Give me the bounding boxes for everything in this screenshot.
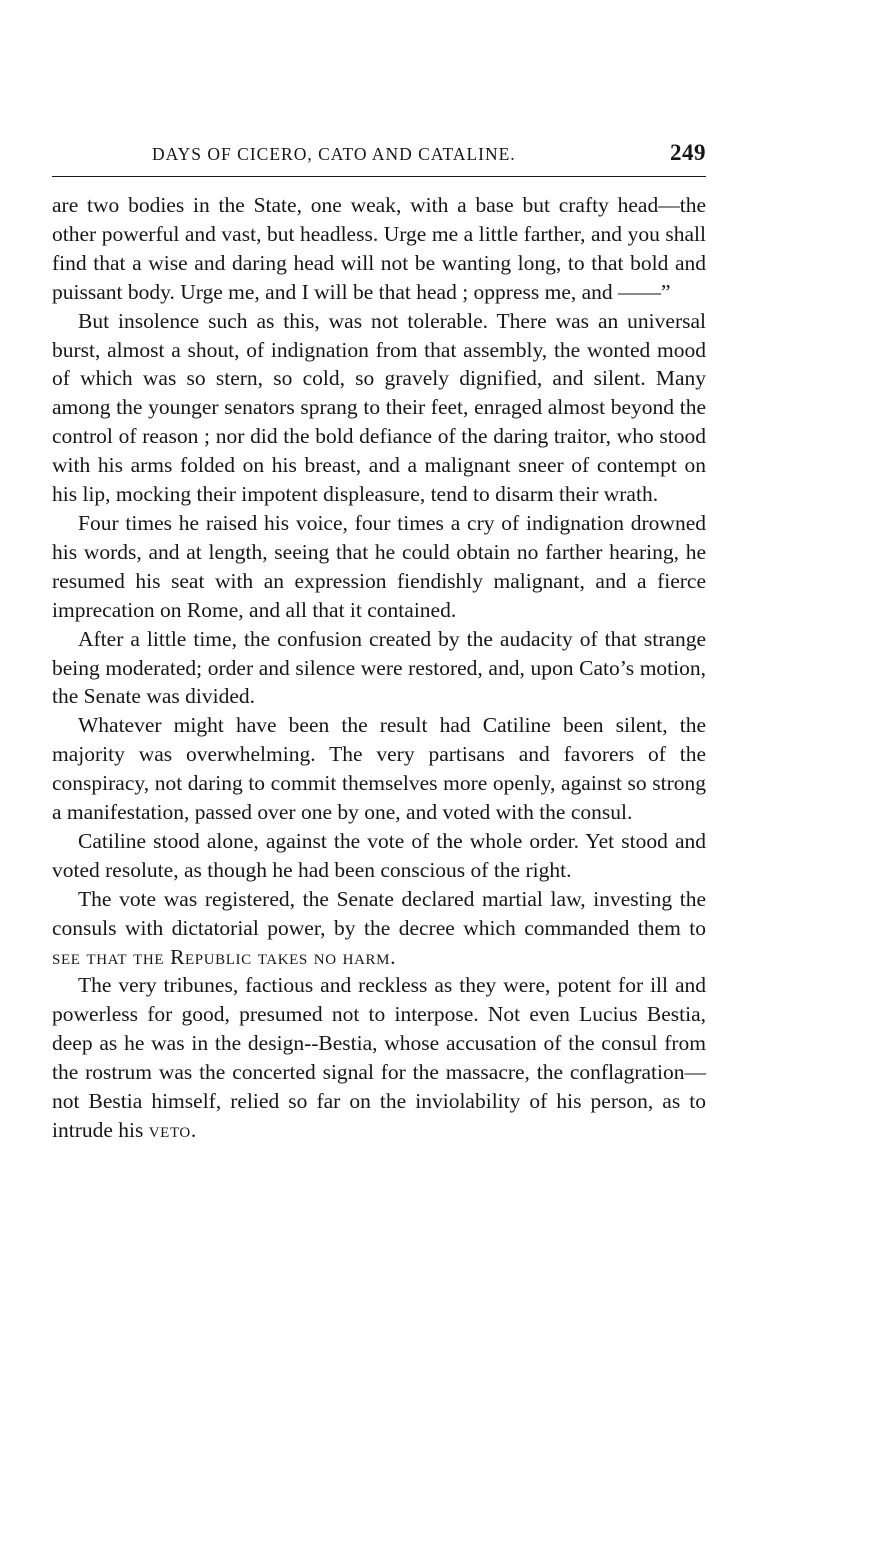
paragraph-text-after: . — [190, 1118, 197, 1142]
paragraph-text-before: The vote was registered, the Senate declared martial law, investing the consuls with dictatorial power, by the decree which commanded them to — [52, 886, 706, 940]
paragraph-text-after: . — [390, 944, 396, 969]
small-caps-phrase: see that the Republic takes no harm — [52, 944, 391, 969]
paragraph: After a little time, the confusion created by the audacity of that strange being moderated; order and silence were restored, and, upon Cato’s motion, the Senate was divided. — [52, 626, 706, 709]
paragraph: are two bodies in the State, one weak, with a base but crafty head—the other powerful and vast, but headless. Urge me a little farther, and you shall find that a wise and daring head will not be wanting long, to that bold and puissant body. Urge me, and I will be that head ; oppress me, and ——” — [52, 193, 706, 304]
paragraph: Four times he raised his voice, four times a cry of indignation drowned his words, and at length, seeing that he could obtain no farther hearing, he resumed his seat with an expression fiendishly malignant, and a fierce imprecation on Rome, and all that it contained. — [52, 510, 706, 622]
paragraph-tribunes — [52, 971, 706, 1144]
page-number: 249 — [670, 140, 706, 165]
paragraph-martial-law — [52, 885, 706, 972]
running-title: DAYS OF CICERO, CATO AND CATALINE. — [152, 144, 516, 164]
page-content — [52, 140, 706, 1145]
paragraph: Catiline stood alone, against the vote of the whole order. Yet stood and voted resolute, as though he had been conscious of the right. — [52, 828, 706, 882]
paragraph-text-before: The very tribunes, factious and reckless as they were, potent for ill and powerless for good, presumed not to interpose. Not even Lucius Bestia, deep as he was in the design--Bestia, whose accusation of the consul from the rostrum was the concerted signal for the massacre, the conflagration—not Bestia himself, relied so far on the inviolability of his person, as to intrude his — [52, 973, 706, 1142]
body-text — [52, 191, 706, 1145]
small-caps-phrase: veto — [148, 1118, 191, 1142]
paragraph: But insolence such as this, was not tolerable. There was an universal burst, almost a shout, of indignation from that assembly, the wonted mood of which was so stern, so cold, so gravely dignified, and silent. Many among the younger senators sprang to their feet, enraged almost beyond the control of reason ; nor did the bold defiance of the daring traitor, who stood with his arms folded on his breast, and a malignant sneer of contempt on his lip, mocking their impotent displeasure, tend to disarm their wrath. — [52, 308, 706, 507]
paragraph: Whatever might have been the result had Catiline been silent, the majority was overwhelming. The very partisans and favorers of the conspiracy, not daring to commit themselves more openly, against so strong a manifestation, passed over one by one, and voted with the consul. — [52, 713, 706, 825]
header-rule — [52, 176, 706, 177]
page-header — [52, 140, 706, 172]
